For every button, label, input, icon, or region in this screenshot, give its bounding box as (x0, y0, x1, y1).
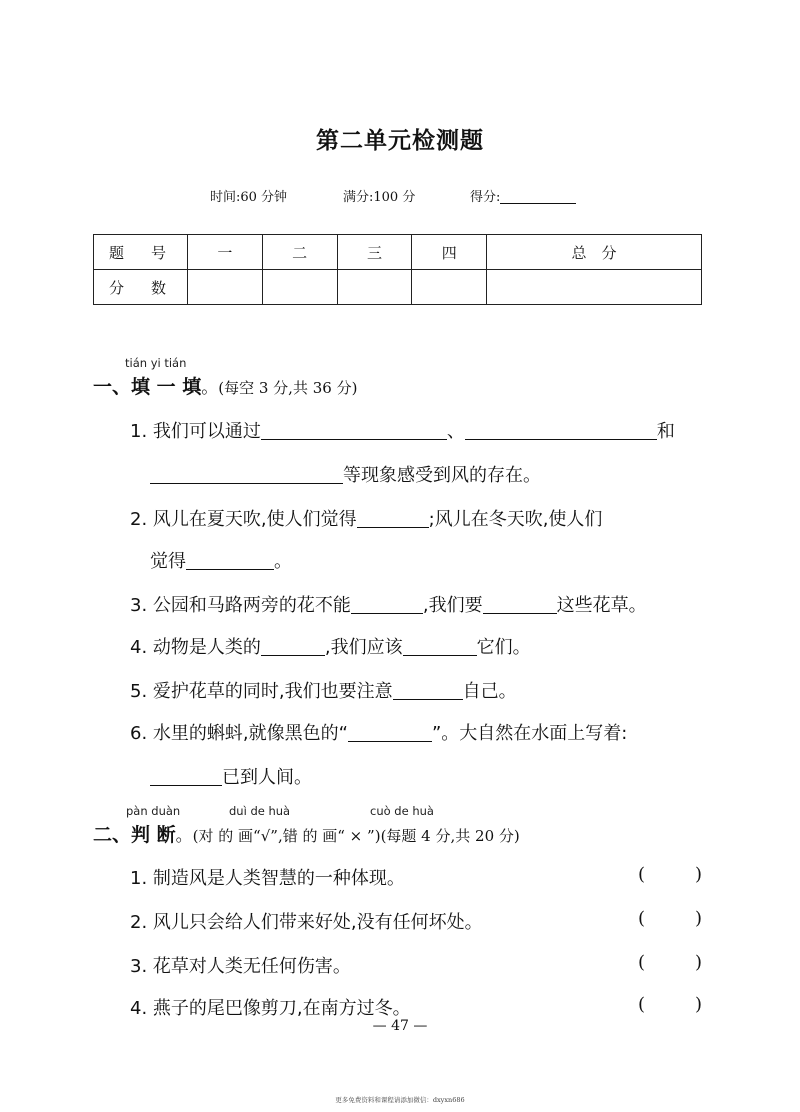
q2-text-2: ;风儿在冬天吹,使人们 (428, 509, 603, 530)
score-table-cell: 四 (412, 235, 487, 270)
section1-pinyin: tián yi tián (125, 356, 187, 370)
answer-blank[interactable] (150, 784, 222, 786)
paren-open: ( (638, 864, 646, 885)
question-2-line2 (150, 547, 292, 573)
section2-pinyin-1: pàn duàn (126, 804, 181, 818)
question-2-line1 (130, 505, 602, 531)
answer-blank[interactable] (403, 654, 477, 656)
cross-mark-symbol: “ × ” (337, 827, 375, 845)
answer-blank[interactable] (186, 568, 274, 570)
q5-text: 5. 爱护花草的同时,我们也要注意 (130, 681, 393, 702)
answer-blank[interactable] (483, 612, 557, 614)
score-table (93, 234, 702, 305)
section2-pinyin-3: cuò de huà (370, 804, 434, 818)
q3-text-2: ,我们要 (422, 595, 483, 616)
check-mark-symbol: “√” (253, 827, 278, 845)
q2-text-3: 觉得 (150, 551, 186, 572)
score-entry-cell[interactable] (487, 270, 702, 305)
footer-note: 更多免费资料和课程请添加微信：dxyxn686 (335, 1096, 465, 1104)
score-table-cell: 一 (188, 235, 263, 270)
score-table-cell: 三 (337, 235, 412, 270)
answer-blank[interactable] (465, 438, 657, 440)
score-blank[interactable] (500, 202, 576, 204)
score-label: 得分: (470, 190, 501, 205)
paren-close: ) (694, 908, 702, 929)
paren-close: ) (694, 994, 702, 1015)
score-table-cell: 总 分 (487, 235, 702, 270)
section1-period: 。 (201, 378, 219, 398)
q6-text-3: 已到人间。 (222, 767, 312, 788)
score-table-cell: 题 号 (94, 235, 188, 270)
score-entry-cell[interactable] (188, 270, 263, 305)
score-field (470, 186, 576, 205)
q4-text: 4. 动物是人类的 (130, 637, 261, 658)
section1-number: 一、 (93, 376, 132, 398)
answer-blank[interactable] (351, 612, 423, 614)
section2-note-a: (对 的 画 (192, 827, 254, 845)
page-title: 第二单元检测题 (316, 128, 484, 154)
answer-blank[interactable] (261, 654, 325, 656)
score-table-score-row (94, 270, 702, 305)
question-6-line2 (150, 763, 312, 789)
q5-text-2: 自己。 (462, 681, 517, 702)
section2-heading (93, 820, 520, 847)
answer-blank[interactable] (150, 482, 343, 484)
paren-close: ) (694, 952, 702, 973)
question-5 (130, 677, 517, 703)
q1-text: 1. 我们可以通过 (130, 421, 261, 442)
q4-text-2: ,我们应该 (324, 637, 403, 658)
q1-and: 和 (656, 421, 675, 442)
judge-item: 4. 燕子的尾巴像剪刀,在南方过冬。 (130, 998, 411, 1019)
answer-blank[interactable] (393, 698, 463, 700)
question-4 (130, 633, 531, 659)
judge-item: 1. 制造风是人类智慧的一种体现。 (130, 868, 405, 889)
question-6-line1 (130, 719, 627, 745)
paren-open: ( (638, 952, 646, 973)
paren-open: ( (638, 908, 646, 929)
q6-text-2: ”。大自然在水面上写着: (431, 723, 628, 744)
answer-blank[interactable] (357, 526, 429, 528)
score-table-header-row (94, 235, 702, 270)
score-entry-cell[interactable] (337, 270, 412, 305)
question-3 (130, 591, 647, 617)
question-1-line2 (150, 461, 541, 487)
section2-pinyin-2: duì de huà (229, 804, 291, 818)
paren-close: ) (694, 864, 702, 885)
page-number: — 47 — (372, 1018, 428, 1034)
time-limit: 时间:60 分钟 (210, 190, 288, 205)
section1-note: (每空 3 分,共 36 分) (218, 379, 358, 397)
score-entry-cell[interactable] (412, 270, 487, 305)
section2-title: 判 断 (131, 824, 176, 846)
section2-period: 。 (175, 826, 193, 846)
section1-heading (93, 372, 357, 399)
q4-text-3: 它们。 (476, 637, 531, 658)
section2-number: 二、 (93, 824, 132, 846)
score-table-cell: 分 数 (94, 270, 188, 305)
q6-text: 6. 水里的蝌蚪,就像黑色的“ (130, 723, 348, 744)
answer-blank[interactable] (348, 740, 432, 742)
answer-blank[interactable] (261, 438, 447, 440)
judge-item: 3. 花草对人类无任何伤害。 (130, 956, 351, 977)
section2-note-c: ) (374, 827, 381, 845)
q3-text-3: 这些花草。 (556, 595, 647, 616)
score-entry-cell[interactable] (262, 270, 337, 305)
q1-text-end: 等现象感受到风的存在。 (343, 465, 541, 486)
score-table-cell: 二 (262, 235, 337, 270)
section2-note-b: ,错 的 画 (277, 827, 338, 845)
section1-title: 填 一 填 (131, 376, 202, 398)
q2-text-4: 。 (274, 551, 292, 572)
q2-text: 2. 风儿在夏天吹,使人们觉得 (130, 509, 357, 530)
q3-text: 3. 公园和马路两旁的花不能 (130, 595, 351, 616)
q1-separator: 、 (446, 421, 465, 442)
section2-note-d: (每题 4 分,共 20 分) (380, 827, 520, 845)
full-score: 满分:100 分 (343, 190, 416, 205)
question-1-line1 (130, 417, 675, 443)
judge-item: 2. 风儿只会给人们带来好处,没有任何坏处。 (130, 912, 483, 933)
paren-open: ( (638, 994, 646, 1015)
